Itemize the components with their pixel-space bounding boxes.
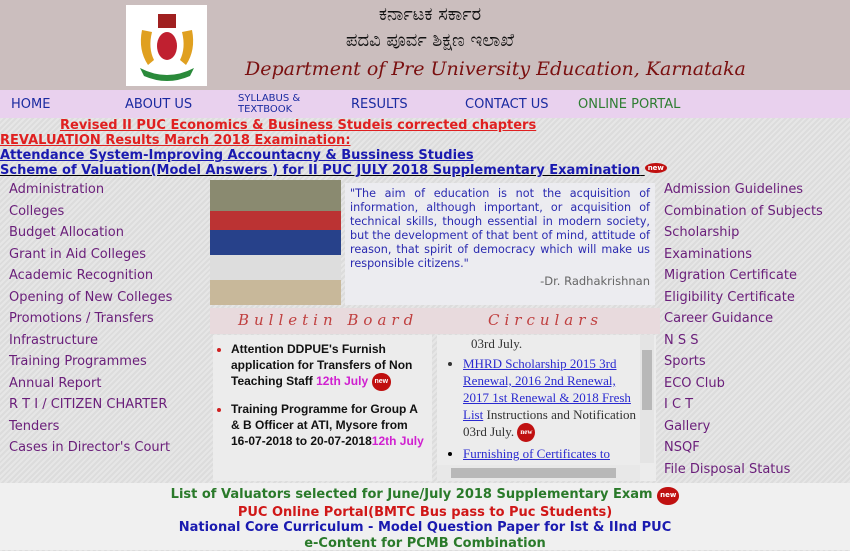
nav-online-portal[interactable]: ONLINE PORTAL	[578, 97, 681, 112]
bottom-link[interactable]: National Core Curriculum - Model Question Paper for Ist & IInd PUC	[178, 520, 672, 535]
menu-item[interactable]: Combination of Subjects	[664, 203, 823, 219]
menu-item[interactable]: Migration Certificate	[664, 268, 797, 283]
nav-home[interactable]: HOME	[11, 97, 51, 112]
nav-about-us[interactable]: ABOUT US	[125, 97, 193, 112]
right-sidebar-menu	[664, 182, 823, 483]
bottom-link-row	[0, 487, 850, 505]
menu-item[interactable]: Gallery	[664, 418, 711, 434]
circular-description: Instructions and Notification 03rd July.	[463, 407, 636, 439]
menu-item[interactable]: Budget Allocation	[9, 225, 124, 240]
menu-item[interactable]: Administration	[9, 182, 105, 197]
bottom-links	[0, 483, 850, 550]
menu-item[interactable]: Admission Guidelines	[664, 182, 804, 197]
menu-item[interactable]: Opening of New Colleges	[9, 289, 173, 305]
nav-results[interactable]: RESULTS	[351, 97, 408, 112]
menu-item[interactable]: Infrastructure	[9, 332, 98, 348]
students-photo	[210, 180, 341, 305]
bottom-link[interactable]: e-Content for PCMB Combination	[304, 535, 546, 551]
new-badge-icon: new	[657, 487, 679, 505]
karnataka-emblem-logo	[126, 5, 207, 86]
quote-box	[345, 183, 655, 305]
menu-item[interactable]: Colleges	[9, 203, 65, 219]
quote-author: -Dr. Radhakrishnan	[540, 274, 650, 288]
left-sidebar-menu	[9, 182, 172, 462]
menu-item[interactable]: R T I / CITIZEN CHARTER	[9, 397, 168, 412]
site-header	[0, 0, 850, 90]
announcement-link[interactable]: REVALUATION Results March 2018 Examination:	[0, 133, 351, 148]
circular-link[interactable]: MHRD Scholarship 2015 3rd Renewal, 2016 2nd Renewal, 2017 1st Renewal & 2018 Fresh List	[463, 356, 631, 422]
circular-link[interactable]: Furnishing of Certificates to	[463, 446, 610, 461]
main-nav	[0, 90, 850, 118]
menu-item[interactable]: N S S	[664, 332, 699, 348]
vertical-scrollbar[interactable]	[640, 335, 654, 463]
menu-item[interactable]: Examinations	[664, 246, 753, 262]
announcement-link[interactable]: Attendance System-Improving Accountacny & Bussiness Studies	[0, 148, 474, 163]
bulletin-board-list	[213, 335, 432, 481]
menu-item[interactable]: Sports	[664, 354, 706, 369]
kannada-govt-title: ಕರ್ನಾಟಕ ಸರ್ಕಾರ	[378, 4, 482, 25]
menu-item[interactable]: Training Programmes	[9, 354, 147, 369]
circulars-scroll-box[interactable]	[437, 335, 656, 481]
announcement-link[interactable]: Scheme of Valuation(Model Answers ) for II PUC JULY 2018 Supplementary Examination	[0, 163, 641, 178]
menu-item[interactable]: Grant in Aid Colleges	[9, 246, 147, 262]
menu-item[interactable]: Career Guidance	[664, 311, 774, 326]
bottom-link[interactable]: List of Valuators selected for June/July 2018 Supplementary Exam	[170, 487, 653, 502]
bottom-link[interactable]: PUC Online Portal(BMTC Bus pass to Puc Students)	[237, 504, 613, 520]
bulletin-item[interactable]: • Training Programme for Group A & B Officer at ATI, Mysore from 16-07-2018 to 20-07-201812th July	[231, 401, 428, 449]
menu-item[interactable]: Promotions / Transfers	[9, 311, 154, 326]
menu-item[interactable]: Tenders	[9, 418, 60, 434]
kannada-dept-title: ಪದವಿ ಪೂರ್ವ ಶಿಕ್ಷಣ ಇಲಾಖೆ	[345, 30, 515, 51]
menu-item[interactable]: Scholarship	[664, 225, 740, 240]
nav-contact-us[interactable]: CONTACT US	[465, 97, 549, 112]
menu-item[interactable]: Cases in Director's Court	[9, 440, 171, 455]
new-badge-icon: new	[645, 163, 667, 173]
circular-prev-tail: 03rd July.	[471, 336, 523, 351]
announcement-row	[0, 163, 667, 178]
menu-item[interactable]: Annual Report	[9, 375, 102, 391]
quote-text: "The aim of education is not the acquisition of information, although important, or acquisition of technical skills, though essential in modern society, but the development of that bent of mind, attitude of reason, that spirit of democracy which will make us responsible citizens."	[350, 187, 650, 270]
bulletin-item[interactable]: • Attention DDPUE's Furnish application for Transfers of Non Teaching Staff 12th July new	[231, 341, 428, 391]
department-title: Department of Pre University Education, Karnataka	[245, 58, 746, 80]
announcement-link[interactable]: Revised II PUC Economics & Business Studeis corrected chapters	[60, 118, 537, 133]
new-badge-icon: new	[372, 373, 392, 391]
menu-item[interactable]: File Disposal Status	[664, 461, 791, 477]
circulars-title: Circulars	[488, 311, 604, 329]
nav-syllabus-textbook[interactable]: SYLLABUS & TEXTBOOK	[238, 93, 301, 115]
new-badge-icon: new	[517, 423, 535, 442]
menu-item[interactable]: ECO Club	[664, 375, 725, 391]
menu-item[interactable]: Academic Recognition	[9, 268, 154, 283]
menu-item[interactable]: NSQF	[664, 440, 700, 455]
menu-item[interactable]: I C T	[664, 397, 694, 412]
section-headers	[210, 308, 660, 334]
menu-item[interactable]: Eligibility Certificate	[664, 289, 795, 305]
horizontal-scrollbar[interactable]	[437, 465, 640, 481]
bulletin-board-title: Bulletin Board	[238, 311, 419, 329]
